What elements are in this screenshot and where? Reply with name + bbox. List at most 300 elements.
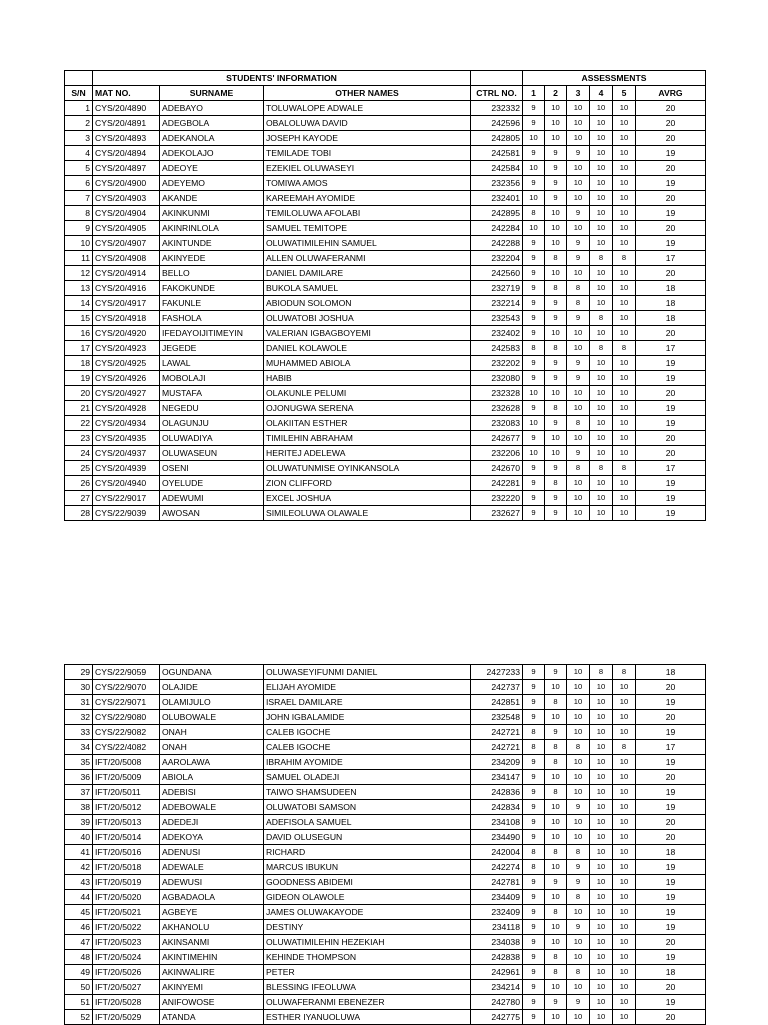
- mat-no-cell: IFT/20/5009: [93, 770, 160, 785]
- average-cell: 19: [636, 890, 706, 905]
- ctrl-no-cell: 232409: [471, 905, 523, 920]
- surname-cell: AKINWALIRE: [160, 965, 264, 980]
- mat-no-cell: CYS/20/4916: [93, 281, 160, 296]
- sn-cell: 33: [65, 725, 93, 740]
- assessment-1-cell: 9: [523, 875, 545, 890]
- sn-cell: 30: [65, 680, 93, 695]
- assessment-2-cell: 9: [545, 416, 567, 431]
- surname-cell: ADEKANOLA: [160, 131, 264, 146]
- surname-cell: ADEYEMO: [160, 176, 264, 191]
- ctrl-no-cell: 242836: [471, 785, 523, 800]
- sn-cell: 25: [65, 461, 93, 476]
- assessment-2-cell: 9: [545, 875, 567, 890]
- assessment-5-cell: 10: [613, 356, 636, 371]
- ctrl-no-cell: 232402: [471, 326, 523, 341]
- assessment-4-cell: 10: [590, 356, 613, 371]
- other-names-cell: OLAKIITAN ESTHER: [264, 416, 471, 431]
- ctrl-no-cell: 232083: [471, 416, 523, 431]
- mat-no-cell: IFT/20/5028: [93, 995, 160, 1010]
- average-cell: 19: [636, 920, 706, 935]
- average-cell: 19: [636, 236, 706, 251]
- other-names-cell: OLUWAFERANMI EBENEZER: [264, 995, 471, 1010]
- assessment-2-cell: 10: [545, 386, 567, 401]
- ctrl-no-cell: 242583: [471, 341, 523, 356]
- table-row: [65, 251, 706, 266]
- mat-no-header: MAT NO.: [93, 86, 160, 101]
- surname-cell: OLAGUNJU: [160, 416, 264, 431]
- mat-no-cell: CYS/22/9017: [93, 491, 160, 506]
- ctrl-no-cell: 232401: [471, 191, 523, 206]
- ctrl-no-cell: 242721: [471, 725, 523, 740]
- assessment-1-cell: 10: [523, 191, 545, 206]
- table-row: [65, 980, 706, 995]
- assessment-4-cell: 10: [590, 236, 613, 251]
- assessment-4-cell: 10: [590, 740, 613, 755]
- table-row: [65, 665, 706, 680]
- assessment-4-cell: 10: [590, 830, 613, 845]
- assessment-1-cell: 9: [523, 326, 545, 341]
- assessment-2-cell: 9: [545, 665, 567, 680]
- average-cell: 20: [636, 161, 706, 176]
- assessment-3-cell: 10: [567, 755, 590, 770]
- assessment-2-cell: 10: [545, 116, 567, 131]
- assessment-2-cell: 9: [545, 725, 567, 740]
- assessment-2-cell: 10: [545, 800, 567, 815]
- average-cell: 20: [636, 710, 706, 725]
- average-cell: 20: [636, 980, 706, 995]
- assessment-2-cell: 8: [545, 476, 567, 491]
- assessment-3-cell: 9: [567, 995, 590, 1010]
- surname-cell: FASHOLA: [160, 311, 264, 326]
- assessment-3-cell: 10: [567, 950, 590, 965]
- surname-cell: OSENI: [160, 461, 264, 476]
- other-names-cell: SIMILEOLUWA OLAWALE: [264, 506, 471, 521]
- assessment-5-cell: 8: [613, 665, 636, 680]
- ctrl-no-cell: 242805: [471, 131, 523, 146]
- surname-cell: AKINRINLOLA: [160, 221, 264, 236]
- average-cell: 17: [636, 251, 706, 266]
- ctrl-no-cell: 242961: [471, 965, 523, 980]
- assessment-2-cell: 9: [545, 371, 567, 386]
- table-row: [65, 770, 706, 785]
- sn-cell: 34: [65, 740, 93, 755]
- sn-cell: 48: [65, 950, 93, 965]
- assessment-1-cell: 9: [523, 755, 545, 770]
- other-names-cell: ZION CLIFFORD: [264, 476, 471, 491]
- assessment-5-cell: 10: [613, 491, 636, 506]
- assessment-2-cell: 10: [545, 266, 567, 281]
- mat-no-cell: CYS/20/4904: [93, 206, 160, 221]
- mat-no-cell: CYS/22/9071: [93, 695, 160, 710]
- assessment-4-cell: 10: [590, 176, 613, 191]
- assessment-3-cell: 8: [567, 461, 590, 476]
- surname-cell: ADEWALE: [160, 860, 264, 875]
- assessment-5-cell: 10: [613, 416, 636, 431]
- average-cell: 20: [636, 116, 706, 131]
- assessment-3-cell: 10: [567, 905, 590, 920]
- table-row: [65, 176, 706, 191]
- average-cell: 20: [636, 830, 706, 845]
- table-row: [65, 461, 706, 476]
- assessment-2-cell: 10: [545, 326, 567, 341]
- sn-cell: 15: [65, 311, 93, 326]
- assessment-5-cell: 10: [613, 875, 636, 890]
- sn-cell: 17: [65, 341, 93, 356]
- table-body-page-2: [65, 665, 706, 1025]
- assessment-4-cell: 10: [590, 386, 613, 401]
- ctrl-no-cell: 242004: [471, 845, 523, 860]
- other-names-cell: EXCEL JOSHUA: [264, 491, 471, 506]
- table-row: [65, 326, 706, 341]
- sn-cell: 38: [65, 800, 93, 815]
- assessment-5-cell: 8: [613, 251, 636, 266]
- assessment-1-cell: 9: [523, 710, 545, 725]
- sn-cell: 37: [65, 785, 93, 800]
- mat-no-cell: CYS/20/4928: [93, 401, 160, 416]
- surname-cell: IFEDAYOIJITIMEYIN: [160, 326, 264, 341]
- assessment-1-cell: 9: [523, 101, 545, 116]
- sn-cell: 36: [65, 770, 93, 785]
- assessment-2-cell: 9: [545, 161, 567, 176]
- ctrl-no-cell: 234118: [471, 920, 523, 935]
- other-names-cell: TOMIWA AMOS: [264, 176, 471, 191]
- ctrl-no-cell: 234147: [471, 770, 523, 785]
- other-names-cell: KAREEMAH AYOMIDE: [264, 191, 471, 206]
- mat-no-cell: CYS/20/4927: [93, 386, 160, 401]
- surname-cell: OYELUDE: [160, 476, 264, 491]
- assessment-1-cell: 9: [523, 965, 545, 980]
- other-names-cell: CALEB IGOCHE: [264, 725, 471, 740]
- table-row: [65, 116, 706, 131]
- average-cell: 18: [636, 845, 706, 860]
- mat-no-cell: CYS/22/9059: [93, 665, 160, 680]
- ctrl-no-cell: 242737: [471, 680, 523, 695]
- ctrl-no-cell: 234209: [471, 755, 523, 770]
- ctrl-no-cell: 232719: [471, 281, 523, 296]
- assessment-2-cell: 10: [545, 710, 567, 725]
- mat-no-cell: IFT/20/5008: [93, 755, 160, 770]
- mat-no-cell: IFT/20/5023: [93, 935, 160, 950]
- assessment-5-cell: 10: [613, 815, 636, 830]
- assessment-4-cell: 10: [590, 785, 613, 800]
- blank-header-cell: [65, 71, 93, 86]
- other-names-cell: IBRAHIM AYOMIDE: [264, 755, 471, 770]
- mat-no-cell: CYS/20/4890: [93, 101, 160, 116]
- ctrl-no-cell: 242677: [471, 431, 523, 446]
- table-row: [65, 965, 706, 980]
- sn-cell: 47: [65, 935, 93, 950]
- table-row: [65, 416, 706, 431]
- average-cell: 18: [636, 281, 706, 296]
- ctrl-no-cell: 242596: [471, 116, 523, 131]
- sn-cell: 2: [65, 116, 93, 131]
- ctrl-no-cell: 232627: [471, 506, 523, 521]
- average-cell: 20: [636, 326, 706, 341]
- assessment-1-cell: 9: [523, 281, 545, 296]
- assessment-1-cell: 9: [523, 491, 545, 506]
- assessment-4-cell: 10: [590, 371, 613, 386]
- other-names-cell: RICHARD: [264, 845, 471, 860]
- assessment-1-cell: 9: [523, 800, 545, 815]
- other-names-cell: ADEFISOLA SAMUEL: [264, 815, 471, 830]
- assessment-2-cell: 8: [545, 695, 567, 710]
- average-cell: 20: [636, 266, 706, 281]
- assessment-2-cell: 8: [545, 785, 567, 800]
- assessment-1-cell: 9: [523, 1010, 545, 1025]
- mat-no-cell: CYS/20/4935: [93, 431, 160, 446]
- sn-cell: 51: [65, 995, 93, 1010]
- ctrl-no-cell: 242834: [471, 800, 523, 815]
- table-row: [65, 920, 706, 935]
- assessment-1-cell: 9: [523, 251, 545, 266]
- assessment-2-cell: 8: [545, 905, 567, 920]
- assessment-4-cell: 8: [590, 311, 613, 326]
- assessment-4-cell: 10: [590, 146, 613, 161]
- assessment-5-cell: 10: [613, 401, 636, 416]
- assessment-2-header: 2: [545, 86, 567, 101]
- assessment-5-cell: 10: [613, 950, 636, 965]
- assessment-1-cell: 9: [523, 905, 545, 920]
- mat-no-cell: CYS/20/4914: [93, 266, 160, 281]
- mat-no-cell: IFT/20/5011: [93, 785, 160, 800]
- average-cell: 19: [636, 725, 706, 740]
- ctrl-no-cell: 232332: [471, 101, 523, 116]
- assessment-4-cell: 10: [590, 695, 613, 710]
- ctrl-no-cell: 232356: [471, 176, 523, 191]
- assessment-2-cell: 10: [545, 935, 567, 950]
- assessment-1-cell: 10: [523, 161, 545, 176]
- sn-cell: 29: [65, 665, 93, 680]
- surname-cell: ONAH: [160, 725, 264, 740]
- assessment-3-cell: 9: [567, 875, 590, 890]
- assessment-5-cell: 10: [613, 146, 636, 161]
- sn-cell: 19: [65, 371, 93, 386]
- sn-cell: 12: [65, 266, 93, 281]
- assessment-1-cell: 9: [523, 311, 545, 326]
- assessment-2-cell: 10: [545, 431, 567, 446]
- assessment-5-cell: 8: [613, 461, 636, 476]
- table-row: [65, 491, 706, 506]
- ctrl-no-cell: 2427233: [471, 665, 523, 680]
- ctrl-no-cell: 232204: [471, 251, 523, 266]
- assessment-4-cell: 10: [590, 995, 613, 1010]
- assessment-4-cell: 10: [590, 326, 613, 341]
- assessment-5-cell: 10: [613, 371, 636, 386]
- sn-cell: 46: [65, 920, 93, 935]
- assessment-4-cell: 10: [590, 710, 613, 725]
- assessment-5-cell: 10: [613, 446, 636, 461]
- other-names-cell: GOODNESS ABIDEMI: [264, 875, 471, 890]
- ctrl-no-cell: 242838: [471, 950, 523, 965]
- assessment-3-cell: 10: [567, 191, 590, 206]
- other-names-cell: OLUWATOBI JOSHUA: [264, 311, 471, 326]
- surname-cell: ADEBISI: [160, 785, 264, 800]
- assessment-2-cell: 9: [545, 491, 567, 506]
- assessments-header: ASSESSMENTS: [523, 71, 706, 86]
- average-cell: 19: [636, 506, 706, 521]
- assessment-5-cell: 10: [613, 845, 636, 860]
- mat-no-cell: CYS/20/4900: [93, 176, 160, 191]
- other-names-cell: OLUWATOBI SAMSON: [264, 800, 471, 815]
- assessment-1-cell: 10: [523, 131, 545, 146]
- ctrl-no-cell: 234038: [471, 935, 523, 950]
- table-row: [65, 800, 706, 815]
- assessment-3-cell: 10: [567, 176, 590, 191]
- assessment-2-cell: 9: [545, 461, 567, 476]
- table-row: [65, 236, 706, 251]
- assessment-3-cell: 10: [567, 665, 590, 680]
- assessment-4-cell: 10: [590, 860, 613, 875]
- surname-cell: AKINTIMEHIN: [160, 950, 264, 965]
- assessment-4-cell: 10: [590, 980, 613, 995]
- assessment-5-cell: 10: [613, 710, 636, 725]
- sn-cell: 44: [65, 890, 93, 905]
- assessment-5-cell: 8: [613, 341, 636, 356]
- mat-no-cell: CYS/20/4905: [93, 221, 160, 236]
- surname-cell: ADEKOYA: [160, 830, 264, 845]
- assessment-1-cell: 10: [523, 416, 545, 431]
- surname-cell: ADEDEJI: [160, 815, 264, 830]
- mat-no-cell: CYS/22/9070: [93, 680, 160, 695]
- ctrl-no-cell: 242895: [471, 206, 523, 221]
- average-cell: 19: [636, 356, 706, 371]
- assessment-5-cell: 8: [613, 740, 636, 755]
- other-names-cell: OBALOLUWA DAVID: [264, 116, 471, 131]
- surname-cell: LAWAL: [160, 356, 264, 371]
- assessment-1-cell: 8: [523, 740, 545, 755]
- assessment-4-cell: 10: [590, 905, 613, 920]
- table-row: [65, 311, 706, 326]
- ctrl-no-cell: 242288: [471, 236, 523, 251]
- surname-cell: JEGEDE: [160, 341, 264, 356]
- assessment-2-cell: 8: [545, 281, 567, 296]
- surname-cell: OLAMIJULO: [160, 695, 264, 710]
- assessment-5-cell: 10: [613, 326, 636, 341]
- group-header-row: [65, 71, 706, 86]
- table-row: [65, 101, 706, 116]
- average-cell: 20: [636, 431, 706, 446]
- mat-no-cell: IFT/20/5029: [93, 1010, 160, 1025]
- assessment-2-cell: 10: [545, 101, 567, 116]
- table-row: [65, 371, 706, 386]
- assessment-3-cell: 10: [567, 491, 590, 506]
- surname-cell: BELLO: [160, 266, 264, 281]
- sn-cell: 35: [65, 755, 93, 770]
- assessment-5-cell: 10: [613, 476, 636, 491]
- assessment-1-cell: 9: [523, 980, 545, 995]
- average-cell: 18: [636, 665, 706, 680]
- assessment-5-cell: 10: [613, 770, 636, 785]
- assessment-2-cell: 9: [545, 146, 567, 161]
- assessment-2-cell: 9: [545, 995, 567, 1010]
- sn-cell: 9: [65, 221, 93, 236]
- table-row: [65, 995, 706, 1010]
- average-cell: 19: [636, 860, 706, 875]
- assessment-2-cell: 8: [545, 740, 567, 755]
- assessment-3-cell: 9: [567, 860, 590, 875]
- average-cell: 19: [636, 950, 706, 965]
- assessment-2-cell: 10: [545, 680, 567, 695]
- table-row: [65, 506, 706, 521]
- assessment-3-cell: 8: [567, 281, 590, 296]
- average-cell: 19: [636, 785, 706, 800]
- mat-no-cell: IFT/20/5018: [93, 860, 160, 875]
- assessment-3-cell: 10: [567, 725, 590, 740]
- surname-cell: FAKOKUNDE: [160, 281, 264, 296]
- surname-cell: AKINYEDE: [160, 251, 264, 266]
- assessment-3-cell: 10: [567, 710, 590, 725]
- assessment-2-cell: 10: [545, 860, 567, 875]
- mat-no-cell: IFT/20/5020: [93, 890, 160, 905]
- assessment-2-cell: 10: [545, 221, 567, 236]
- assessment-5-cell: 10: [613, 506, 636, 521]
- assessment-5-cell: 10: [613, 296, 636, 311]
- table-row: [65, 845, 706, 860]
- assessment-3-cell: 10: [567, 476, 590, 491]
- average-cell: 19: [636, 491, 706, 506]
- assessment-2-cell: 9: [545, 191, 567, 206]
- assessment-3-cell: 9: [567, 311, 590, 326]
- table-row: [65, 935, 706, 950]
- assessment-5-cell: 10: [613, 311, 636, 326]
- other-names-cell: ISRAEL DAMILARE: [264, 695, 471, 710]
- table-row: [65, 860, 706, 875]
- assessment-2-cell: 8: [545, 965, 567, 980]
- table-row: [65, 296, 706, 311]
- assessment-3-cell: 9: [567, 446, 590, 461]
- assessment-4-cell: 10: [590, 770, 613, 785]
- sn-cell: 16: [65, 326, 93, 341]
- table-row: [65, 695, 706, 710]
- assessment-1-cell: 9: [523, 401, 545, 416]
- assessment-1-cell: 8: [523, 206, 545, 221]
- surname-header: SURNAME: [160, 86, 264, 101]
- assessment-3-cell: 10: [567, 815, 590, 830]
- assessment-5-cell: 10: [613, 191, 636, 206]
- assessment-4-cell: 10: [590, 491, 613, 506]
- ctrl-no-cell: 234490: [471, 830, 523, 845]
- other-names-cell: ESTHER IYANUOLUWA: [264, 1010, 471, 1025]
- assessment-4-cell: 10: [590, 431, 613, 446]
- other-names-cell: BLESSING IFEOLUWA: [264, 980, 471, 995]
- assessment-3-cell: 8: [567, 740, 590, 755]
- mat-no-cell: CYS/20/4940: [93, 476, 160, 491]
- surname-cell: ATANDA: [160, 1010, 264, 1025]
- other-names-cell: DANIEL DAMILARE: [264, 266, 471, 281]
- assessment-5-cell: 10: [613, 965, 636, 980]
- sn-cell: 7: [65, 191, 93, 206]
- other-names-cell: TAIWO SHAMSUDEEN: [264, 785, 471, 800]
- assessment-3-cell: 9: [567, 356, 590, 371]
- mat-no-cell: IFT/20/5016: [93, 845, 160, 860]
- other-names-cell: ALLEN OLUWAFERANMI: [264, 251, 471, 266]
- blank-header-cell: [471, 71, 523, 86]
- ctrl-no-cell: 232220: [471, 491, 523, 506]
- assessment-2-cell: 10: [545, 830, 567, 845]
- other-names-cell: OLAKUNLE PELUMI: [264, 386, 471, 401]
- average-cell: 20: [636, 386, 706, 401]
- assessment-1-cell: 9: [523, 236, 545, 251]
- other-names-cell: GIDEON OLAWOLE: [264, 890, 471, 905]
- other-names-cell: ELIJAH AYOMIDE: [264, 680, 471, 695]
- other-names-cell: OLUWATIMILEHIN SAMUEL: [264, 236, 471, 251]
- other-names-cell: JOSEPH KAYODE: [264, 131, 471, 146]
- assessment-3-cell: 9: [567, 206, 590, 221]
- surname-cell: ADENUSI: [160, 845, 264, 860]
- mat-no-cell: CYS/20/4920: [93, 326, 160, 341]
- assessment-4-cell: 10: [590, 161, 613, 176]
- sn-cell: 10: [65, 236, 93, 251]
